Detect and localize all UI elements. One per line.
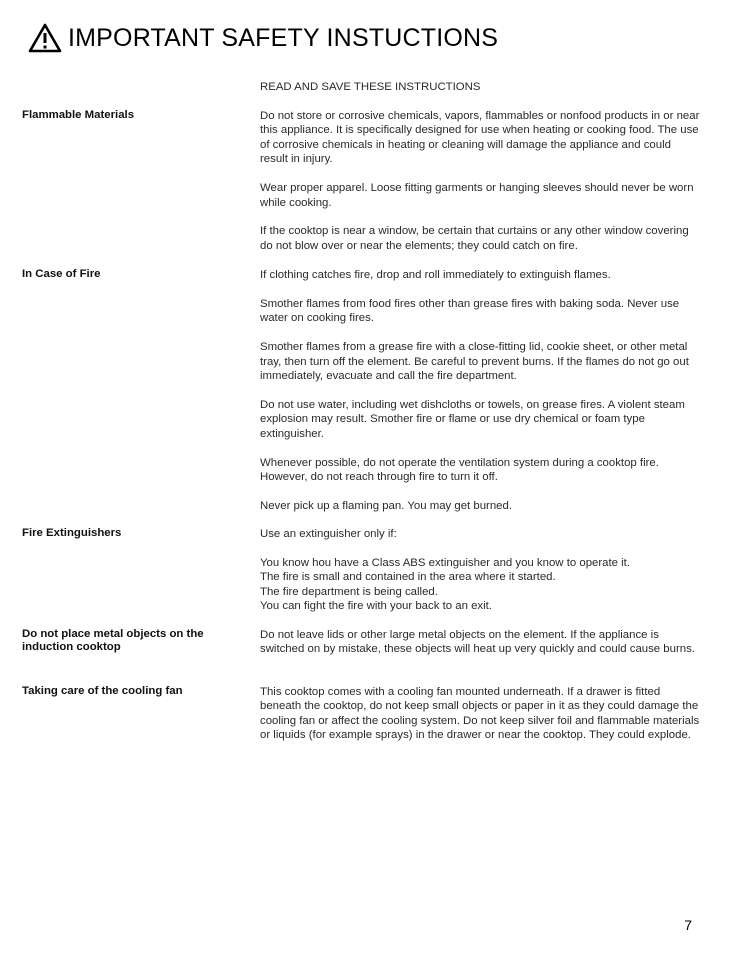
section-label: Fire Extinguishers	[22, 527, 122, 539]
section-body	[260, 527, 700, 628]
warning-triangle-icon	[28, 23, 62, 53]
paragraph: Use an extinguisher only if:	[260, 528, 397, 540]
section-body	[260, 685, 700, 757]
paragraph: Do not use water, including wet dishcloths or towels, on grease fires. A violent steam explosion may result. Smother fire or flame or use dry chemical or foam type extinguisher.	[260, 398, 685, 440]
intro-heading: READ AND SAVE THESE INSTRUCTIONS	[260, 81, 481, 93]
section-body	[260, 268, 700, 528]
paragraph: If clothing catches fire, drop and roll immediately to extinguish flames.	[260, 269, 611, 281]
paragraph: This cooktop comes with a cooling fan mounted underneath. If a drawer is fitted beneath the cooktop, do not keep small objects or paper in it as they could damage the cooling fan or affect the cooling system. Do not keep silver foil and flammable materials or liquids (for example sprays) in the drawer or near the cooktop. They could explode.	[260, 686, 700, 742]
paragraph: If the cooktop is near a window, be certain that curtains or any other window covering do not blow over or near the elements; they could catch on fire.	[260, 225, 689, 252]
page-number: 7	[684, 917, 692, 933]
list-item: The fire department is being called.	[260, 585, 438, 598]
section-label: Flammable Materials	[22, 109, 135, 121]
condition-list	[260, 556, 700, 614]
section-label: Do not place metal objects on the induction cooktop	[22, 628, 204, 653]
list-item: You can fight the fire with your back to an exit.	[260, 600, 492, 613]
paragraph: Never pick up a flaming pan. You may get burned.	[260, 499, 513, 512]
page-header	[28, 20, 498, 56]
paragraph: Whenever possible, do not operate the ventilation system during a cooktop fire. However, do not reach through fire to turn it off.	[260, 456, 659, 484]
section-label: In Case of Fire	[22, 268, 101, 280]
paragraph: Smother flames from a grease fire with a close-fitting lid, cookie sheet, or other metal tray, then turn off the element. Be careful to prevent burns. If the flames do not go out immediately, evacuate and call the fire department.	[260, 341, 689, 383]
section-label: Taking care of the cooling fan	[22, 685, 183, 697]
paragraph: Smother flames from food fires other than grease fires with baking soda. Never use water on cooking fires.	[260, 297, 680, 325]
section-body	[260, 628, 700, 671]
list-item: The fire is small and contained in the area where it started.	[260, 571, 556, 584]
paragraph: Do not store or corrosive chemicals, vapors, flammables or nonfood products in or near this appliance. It is specifically designed for use when heating or cooking food. The use of corrosive chemicals in heating or cleaning will damage the appliance and could result in injury.	[260, 110, 700, 166]
list-item: You know hou have a Class ABS extinguisher and you know to operate it.	[260, 556, 631, 569]
section-body	[260, 109, 700, 268]
page-title: IMPORTANT SAFETY INSTUCTIONS	[68, 24, 499, 52]
paragraph: Do not leave lids or other large metal objects on the element. If the appliance is switched on by mistake, these objects will heat up very quickly and could cause burns.	[260, 629, 695, 656]
paragraph: Wear proper apparel. Loose fitting garments or hanging sleeves should never be worn while cooking.	[260, 182, 694, 209]
